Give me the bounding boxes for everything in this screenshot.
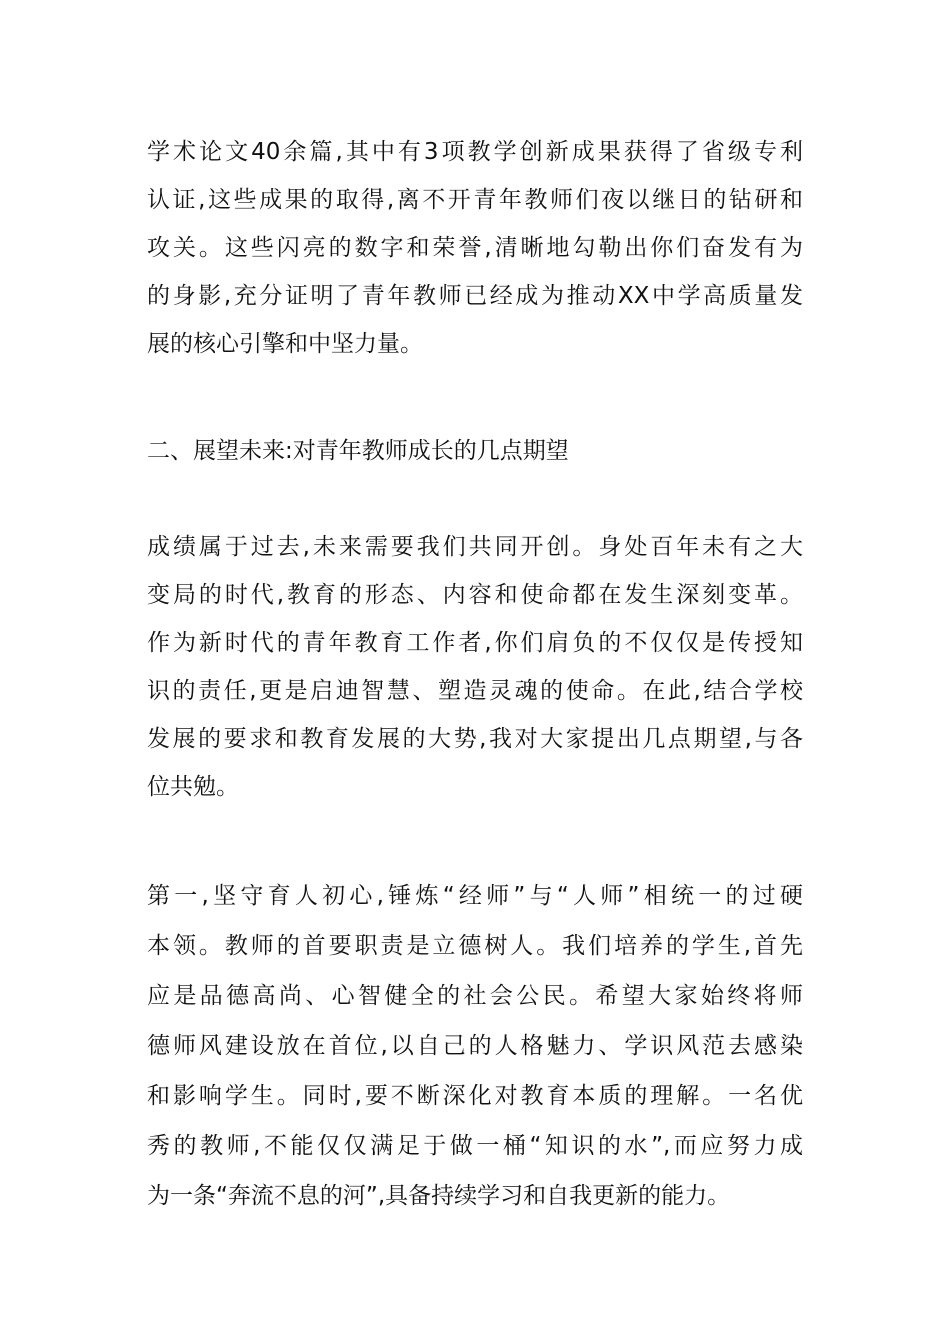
text-line: 第一,坚守育人初心,锤炼“经师”与“人师”相统一的过硬 <box>147 883 803 909</box>
text-line: 本领。教师的首要职责是立德树人。我们培养的学生,首先 <box>147 933 803 959</box>
text-line: 变局的时代,教育的形态、内容和使命都在发生深刻变革。 <box>147 582 803 608</box>
heading-text: 二、展望未来:对青年教师成长的几点期望 <box>147 438 569 464</box>
section-heading <box>147 427 803 475</box>
text-line: 作为新时代的青年教育工作者,你们肩负的不仅仅是传授知 <box>147 630 803 656</box>
text-line: 德师风建设放在首位,以自己的人格魅力、学识风范去感染 <box>147 1033 803 1059</box>
text-line: 秀的教师,不能仅仅满足于做一桶“知识的水”,而应努力成 <box>147 1133 803 1159</box>
text-line: 应是品德高尚、心智健全的社会公民。希望大家始终将师 <box>147 983 803 1009</box>
paragraph-achievements <box>147 128 803 368</box>
text-line: 成绩属于过去,未来需要我们共同开创。身处百年未有之大 <box>147 534 803 560</box>
paragraph-outlook <box>147 523 803 811</box>
text-line: 学术论文40余篇,其中有3项教学创新成果获得了省级专利 <box>147 139 803 165</box>
text-line: 识的责任,更是启迪智慧、塑造灵魂的使命。在此,结合学校 <box>147 678 803 704</box>
text-line: 展的核心引擎和中坚力量。 <box>147 331 423 357</box>
text-line: 位共勉。 <box>147 774 239 800</box>
text-line: 发展的要求和教育发展的大势,我对大家提出几点期望,与各 <box>147 726 803 752</box>
text-line: 的身影,充分证明了青年教师已经成为推动XX中学高质量发 <box>147 283 803 309</box>
text-line: 和影响学生。同时,要不断深化对教育本质的理解。一名优 <box>147 1083 803 1109</box>
text-line: 为一条“奔流不息的河”,具备持续学习和自我更新的能力。 <box>147 1183 731 1209</box>
paragraph-first-expectation <box>147 871 803 1221</box>
text-line: 攻关。这些闪亮的数字和荣誉,清晰地勾勒出你们奋发有为 <box>147 235 803 261</box>
text-line: 认证,这些成果的取得,离不开青年教师们夜以继日的钻研和 <box>147 187 803 213</box>
